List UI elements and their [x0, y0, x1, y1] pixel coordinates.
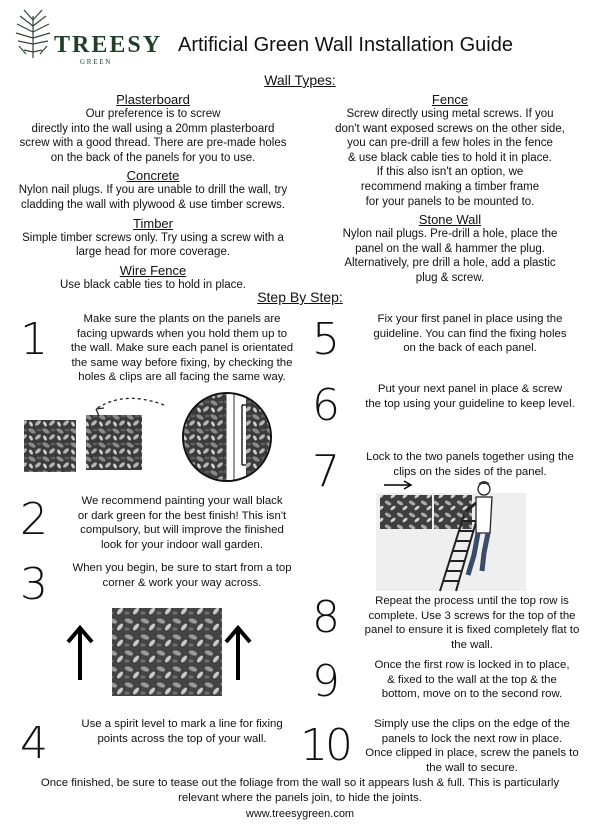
- logo-brand: TREESY: [54, 32, 163, 58]
- step-number: 2: [20, 494, 48, 545]
- step-number: 3: [20, 559, 48, 610]
- leaf-panel: [380, 495, 432, 529]
- step-text: [64, 717, 300, 746]
- step-text: [64, 561, 300, 590]
- step-line: the wall to secure.: [426, 761, 518, 774]
- step-line: compulsory, but will improve the finished: [80, 524, 284, 537]
- leaf-panel: [86, 415, 142, 470]
- step-line: When you begin, be sure to start from a top: [72, 562, 292, 574]
- step-text: [64, 494, 300, 552]
- step-line: guideline. You can find the fixing holes: [373, 327, 567, 340]
- step-number: 7: [312, 446, 340, 497]
- wall-type-text: for your panels to be mounted to.: [365, 195, 535, 208]
- step-line: We recommend painting your wall black: [81, 495, 283, 507]
- website-link[interactable]: www.treesygreen.com: [245, 808, 355, 820]
- step-line: Put your next panel in place & screw: [377, 383, 563, 395]
- closing-note: [0, 776, 600, 805]
- wall-type-text: directly into the wall using a 20mm plasterboard: [31, 122, 275, 135]
- ladder-installer-illustration: [372, 475, 532, 593]
- step-text: [352, 312, 588, 356]
- step-line: on the back of each panel.: [403, 342, 537, 355]
- wall-type-name: Concrete: [126, 168, 180, 184]
- step-number: 6: [312, 380, 340, 431]
- logo-sub: G R E E N: [80, 58, 111, 66]
- wall-types-right: [305, 93, 595, 286]
- wall-type-concrete: [8, 169, 298, 212]
- wall-type-text: panel on the wall & hammer the plug.: [355, 242, 545, 255]
- wall-type-text: on the back of the panels for you to use.: [50, 151, 256, 164]
- panel-orientation-illustration: [60, 600, 280, 700]
- leaf-panel: [434, 495, 472, 529]
- step-line: panel to ensure it is fixed completely flat to: [364, 624, 580, 637]
- step-line: the wall. Make sure each panel is orientated: [70, 342, 294, 355]
- step-line: Make sure the plants on the panels are: [83, 313, 281, 325]
- step-number: 8: [312, 592, 340, 643]
- step-line: the wall.: [451, 638, 493, 651]
- wall-type-text: you can pre-drill a few holes in the fence: [347, 137, 553, 150]
- closing-line: Once finished, be sure to tease out the foliage from the wall so it appears lush & full. This is particularly: [40, 777, 560, 789]
- wall-type-name: Fence: [431, 92, 469, 107]
- step-line: Once clipped in place, screw the panels to: [365, 747, 579, 760]
- wall-type-text: Our preference is to screw: [85, 108, 221, 120]
- wall-type-plasterboard: [8, 93, 298, 165]
- arrow-up-icon: [68, 628, 92, 680]
- step-line: Lock to the two panels together using the: [366, 451, 574, 463]
- page-title: Artificial Green Wall Installation Guide: [178, 34, 513, 56]
- step-text: [352, 658, 592, 702]
- wall-type-stone-wall: [305, 213, 595, 285]
- step-number: 4: [20, 718, 48, 769]
- step-line: the same way before fixing, by checking the: [71, 356, 293, 369]
- wall-type-text: Alternatively, pre drill a hole, add a plastic: [344, 257, 556, 270]
- step-line: corner & work your way across.: [102, 576, 262, 589]
- wall-types-left: [8, 93, 298, 292]
- step-number: 10: [300, 720, 350, 771]
- step-line: facing upwards when you hold them up to: [76, 327, 288, 340]
- step-line: or dark green for the best finish! This isn't: [77, 509, 287, 522]
- arrow-right-icon: [384, 481, 411, 489]
- leaf-panel: [24, 420, 76, 472]
- leaf-panel: [112, 608, 222, 696]
- step-text: [352, 717, 592, 775]
- closing-line: relevant where the panels join, to hide the joints.: [178, 791, 422, 804]
- wall-type-text: Simple timber screws only. Try using a screw with a: [22, 231, 284, 244]
- step-line: panels to lock the next row in place.: [381, 732, 563, 745]
- wall-type-name: Wire Fence: [119, 262, 187, 278]
- step-line: look for your indoor wall garden.: [100, 538, 264, 551]
- step-line: Once the first row is locked in to place,: [374, 659, 570, 671]
- wall-type-name: Plasterboard: [116, 92, 190, 107]
- panel-clip-illustration: [14, 385, 304, 485]
- step-line: Use a spirit level to mark a line for fixing: [81, 718, 283, 730]
- wall-type-text: Screw directly using metal screws. If you: [346, 108, 554, 120]
- wall-type-name: Timber: [133, 215, 173, 231]
- logo: [10, 6, 180, 66]
- wall-type-text: & use black cable ties to hold it in place.: [348, 151, 552, 164]
- wall-type-text: Nylon nail plugs. If you are unable to drill the wall, try: [18, 184, 288, 197]
- wall-type-text: screw with a good thread. There are pre-made holes: [19, 137, 287, 150]
- step-number: 1: [20, 314, 48, 365]
- steps-heading: Step By Step:: [257, 289, 343, 305]
- wall-type-text: recommend making a timber frame: [360, 180, 540, 193]
- step-line: points across the top of your wall.: [97, 732, 267, 745]
- step-line: holes & clips are all facing the same way.: [78, 371, 286, 384]
- step-line: Fix your first panel in place using the: [377, 313, 563, 325]
- step-text: [64, 312, 300, 385]
- wall-type-fence: [305, 93, 595, 209]
- step-line: complete. Use 3 screws for the top of the: [368, 609, 576, 622]
- step-text: [352, 594, 592, 652]
- wall-type-text: plug & screw.: [415, 271, 485, 284]
- fern-icon: [10, 6, 56, 60]
- wall-types-heading: Wall Types:: [264, 72, 336, 88]
- step-line: bottom, move on to the second row.: [381, 688, 563, 701]
- wall-type-text: large head for more coverage.: [75, 246, 231, 259]
- step-number: 5: [312, 314, 340, 365]
- step-line: Simply use the clips on the edge of the: [374, 718, 570, 730]
- step-line: Repeat the process until the top row is: [375, 595, 569, 607]
- step-number: 9: [312, 656, 340, 707]
- wall-type-name: Stone Wall: [418, 212, 482, 228]
- step-text: [352, 382, 588, 411]
- step-line: clips on the sides of the panel.: [393, 465, 547, 478]
- arrow-up-icon: [226, 628, 250, 680]
- wall-type-text: cladding the wall with plywood & use timber screws.: [21, 198, 285, 211]
- wall-type-text: Nylon nail plugs. Pre-drill a hole, place the: [342, 228, 558, 241]
- step-line: the top using your guideline to keep level.: [365, 397, 575, 410]
- step-line: & fixed to the wall at the top & the: [387, 673, 557, 686]
- wall-type-timber: [8, 217, 298, 260]
- wall-type-text: If this also isn't an option, we: [376, 166, 524, 179]
- wall-type-text: Use black cable ties to hold in place.: [59, 278, 247, 291]
- wall-type-text: don't want exposed screws on the other side,: [335, 122, 565, 135]
